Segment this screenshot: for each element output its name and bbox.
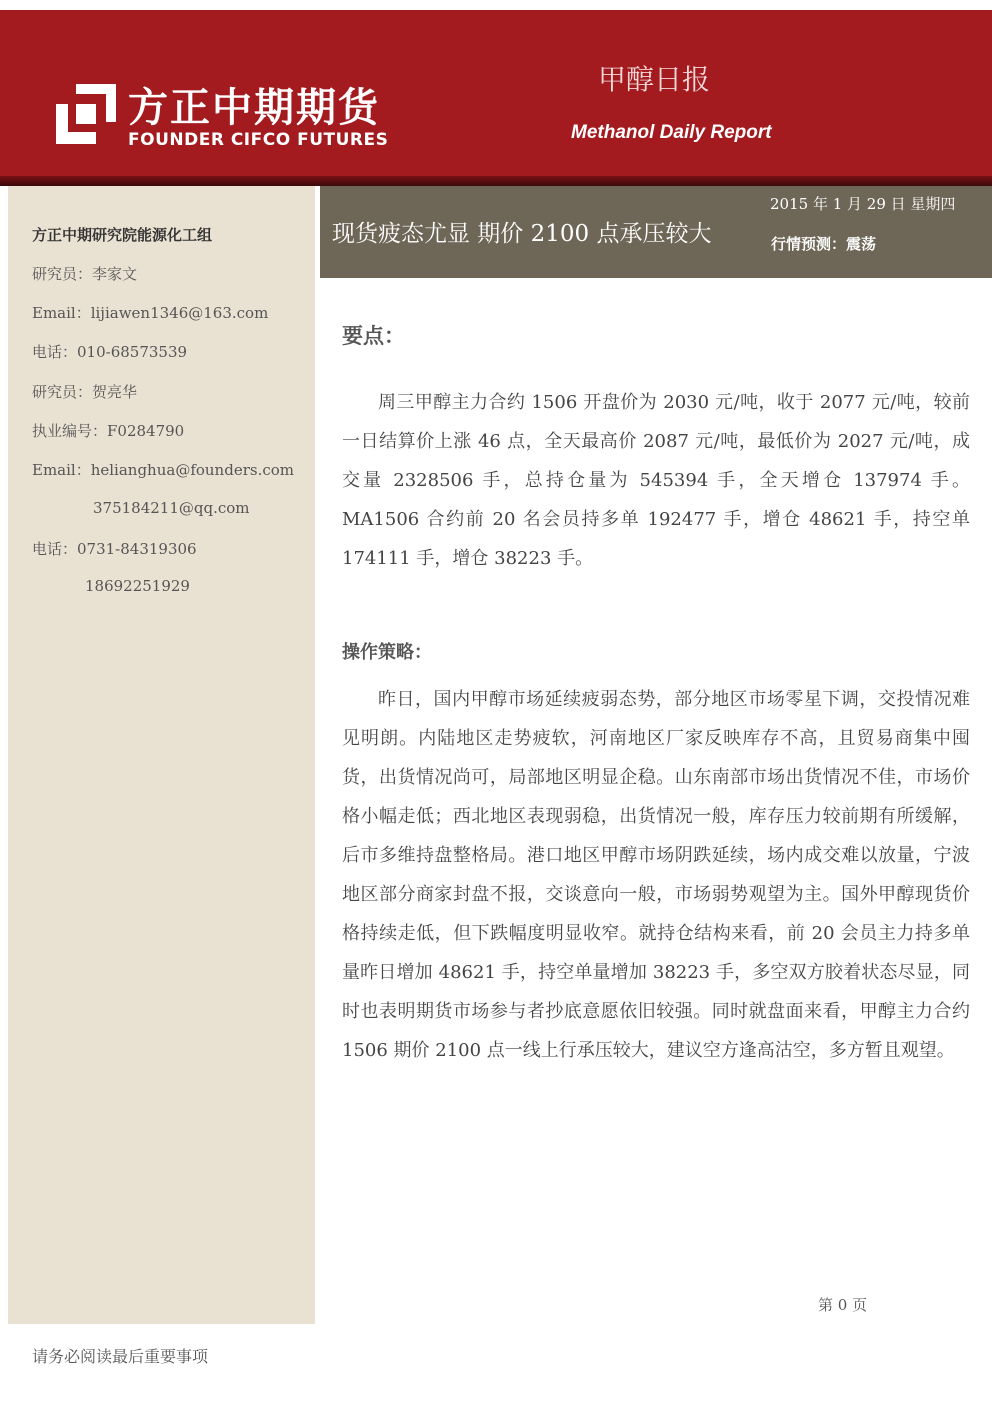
researcher-2: 研究员：贺亮华 [32,383,138,401]
key-points-text: 周三甲醇主力合约 1506 开盘价为 2030 元/吨，收于 2077 元/吨，较前一日结算价上涨 46 点，全天最高价 2087 元/吨，最低价为 2027 元/吨，成交量 2328506 手，总持仓量为 545394 手，全天增仓 137974 手。MA1506 合约前 20 名会员持多单 192477 手，增仓 48621 手，持空单 174111 手，增仓 38223 手。 [342,392,970,569]
researcher-1: 研究员：李家文 [32,265,138,283]
company-logo-icon [54,82,118,146]
report-title-en: Methanol Daily Report [571,122,772,143]
headline: 现货疲态尤显 期价 2100 点承压较大 [332,221,712,247]
phone-3: 18692251929 [85,577,190,595]
license-number: 执业编号：F0284790 [32,422,185,440]
research-group: 方正中期研究院能源化工组 [32,226,213,244]
footer-notice: 请务必阅读最后重要事项 [32,1347,209,1366]
market-forecast: 行情预测：震荡 [771,235,877,253]
phone-1: 电话：010-68573539 [32,343,188,361]
report-date: 2015 年 1 月 29 日 星期四 [770,195,956,213]
email-3: 375184211@qq.com [93,499,250,517]
page-number: 第 0 页 [818,1296,868,1314]
key-points-title: 要点： [342,324,405,348]
strategy-text: 昨日，国内甲醇市场延续疲弱态势，部分地区市场零星下调，交投情况难见明朗。内陆地区走势疲软，河南地区厂家反映库存不高，且贸易商集中囤货，出货情况尚可，局部地区明显企稳。山东南部市场出货情况不佳，市场价格小幅走低；西北地区表现弱稳，出货情况一般，库存压力较前期有所缓解，后市多维持盘整格局。港口地区甲醇市场阴跌延续，场内成交难以放量，宁波地区部分商家封盘不报，交谈意向一般，市场弱势观望为主。国外甲醇现货价格持续走低，但下跌幅度明显收窄。就持仓结构来看，前 20 会员主力持多单量昨日增加 48621 手，持空单量增加 38223 手，多空双方胶着状态尽显，同时也表明期货市场参与者抄底意愿依旧较强。同时就盘面来看，甲醇主力合约 1506 期价 2100 点一线上行承压较大，建议空方逢高沽空，多方暂且观望。 [342,689,970,1061]
company-name-en: FOUNDER CIFCO FUTURES [128,130,389,150]
company-name-cn: 方正中期期货 [128,85,380,131]
email-1: Email：lijiawen1346@163.com [32,304,269,322]
email-2: Email：helianghua@founders.com [32,461,294,479]
report-title-cn: 甲醇日报 [598,63,711,96]
header-divider [0,176,992,186]
phone-2: 电话：0731-84319306 [32,540,197,558]
strategy-title: 操作策略： [342,642,432,663]
